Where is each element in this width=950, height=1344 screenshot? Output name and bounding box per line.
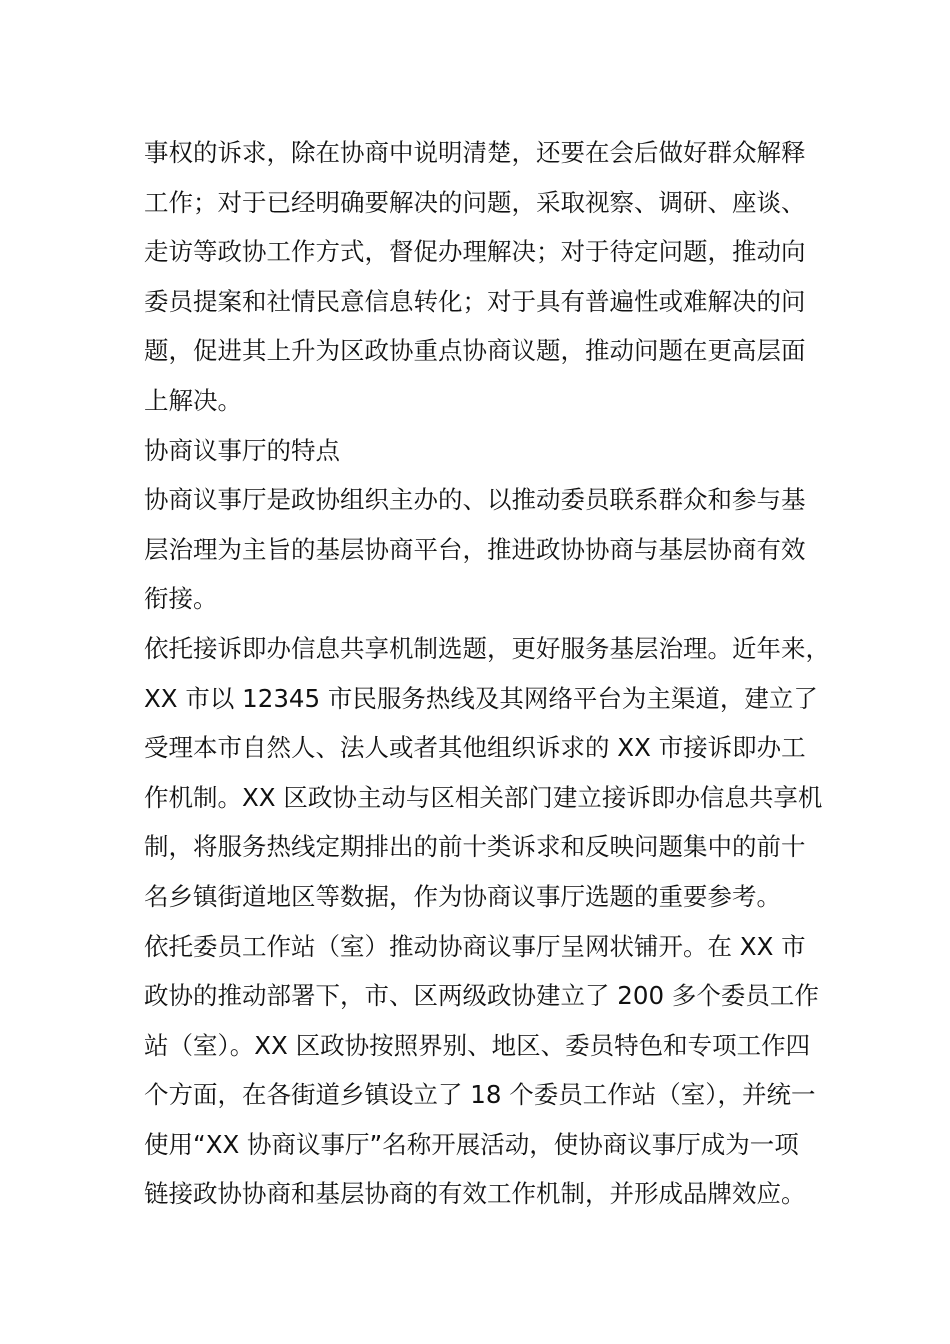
text-line: 走访等政协工作方式，督促办理解决；对于待定问题，推动向 — [144, 237, 806, 267]
document-body — [144, 128, 830, 1219]
text-line: 制，将服务热线定期排出的前十类诉求和反映问题集中的前十 — [144, 832, 806, 862]
text-line: 链接政协协商和基层协商的有效工作机制，并形成品牌效应。 — [144, 1179, 806, 1209]
text-line: 上解决。 — [144, 385, 242, 415]
text-line: 协商议事厅是政协组织主办的、以推动委员联系群众和参与基 — [144, 485, 806, 515]
text-line: 工作；对于已经明确要解决的问题，采取视察、调研、座谈、 — [144, 187, 806, 217]
text-line: 衔接。 — [144, 584, 218, 614]
text-line: 个方面，在各街道乡镇设立了 18 个委员工作站（室），并统一 — [144, 1080, 816, 1110]
text-line: 名乡镇街道地区等数据，作为协商议事厅选题的重要参考。 — [144, 881, 781, 911]
text-line: 依托接诉即办信息共享机制选题，更好服务基层治理。近年来， — [144, 633, 830, 663]
text-line: 受理本市自然人、法人或者其他组织诉求的 XX 市接诉即办工 — [144, 733, 806, 763]
text-line: 作机制。XX 区政协主动与区相关部门建立接诉即办信息共享机 — [144, 782, 823, 812]
text-line: 政协的推动部署下，市、区两级政协建立了 200 多个委员工作 — [144, 981, 819, 1011]
text-line: 站（室）。XX 区政协按照界别、地区、委员特色和专项工作四 — [144, 1030, 811, 1060]
text-line: 事权的诉求，除在协商中说明清楚，还要在会后做好群众解释 — [144, 138, 806, 167]
text-line: 依托委员工作站（室）推动协商议事厅呈网状铺开。在 XX 市 — [144, 931, 806, 961]
text-line: 层治理为主旨的基层协商平台，推进政协协商与基层协商有效 — [144, 534, 806, 564]
section-heading: 协商议事厅的特点 — [144, 435, 340, 465]
text-line: 委员提案和社情民意信息转化；对于具有普遍性或难解决的问 — [144, 286, 806, 316]
text-line: 使用“XX 协商议事厅”名称开展活动，使协商议事厅成为一项 — [144, 1129, 799, 1159]
text-line: 题，促进其上升为区政协重点协商议题，推动问题在更高层面 — [144, 336, 806, 366]
text-line: XX 市以 12345 市民服务热线及其网络平台为主渠道，建立了 — [144, 683, 818, 713]
